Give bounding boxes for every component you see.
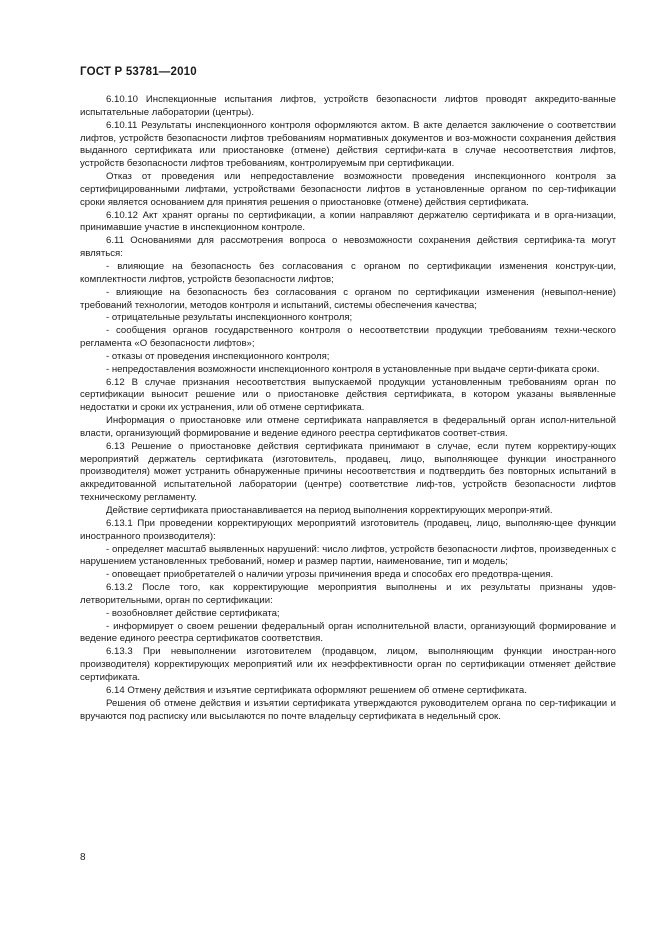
list-item: - оповещает приобретателей о наличии угрозы причинения вреда и способах его предотвра-щения. [106,569,554,581]
paragraph-information: Информация о приостановке или отмене сертификата направляется в федеральный орган испол-нительной власти, организующий формирование и ведение единого реестра сертификатов соответ-ствия. [80,415,616,439]
paragraph-decisions: Решения об отмене действия и изъятии сертификата утверждаются руководителем органа по сер-тификации и вручаются под расписку или высылаются по почте владельцу сертификата в недельный срок. [80,697,616,722]
document-header: ГОСТ Р 53781—2010 [80,66,197,78]
list-item: - отказы от проведения инспекционного контроля; [106,350,330,362]
list-item: - влияющие на безопасность без согласования с органом по сертификации изменения конструк-ции, комплектности лифтов, устройств безопасности лифтов; [80,260,616,285]
list-item: - определяет масштаб выявленных нарушений: число лифтов, устройств безопасности лифтов, произведенных с нарушением установленных требований, номер и размер партии, наименование, тип и модель; [80,543,616,568]
paragraph-6-12: 6.12 В случае признания несоответствия выпускаемой продукции установленным требованиям орган по сертификации выносит решение или о приостановке действия сертификата, в котором указаны выявленные недостатки и сроки их устранения, или об отмене сертификата. [80,376,616,414]
list-item: - влияющие на безопасность без согласования с органом по сертификации изменения (невыпол-нение) требований технологии, методов контроля и испытаний, системы обеспечения качества; [80,286,616,311]
page-number: 8 [80,852,86,863]
paragraph-6-13-2: 6.13.2 После того, как корректирующие мероприятия выполнены и их результаты признаны удов-летворительными, орган по сертификации: [80,582,616,606]
document-body [80,94,616,723]
list-item: - возобновляет действие сертификата; [106,607,280,619]
paragraph-6-14: 6.14 Отмену действия и изъятие сертификата оформляют решением об отмене сертификата. [106,684,527,696]
list-item: - отрицательные результаты инспекционного контроля; [106,312,353,324]
paragraph-6-11: 6.11 Основаниями для рассмотрения вопроса о невозможности сохранения действия сертифика-та могут являться: [80,235,616,260]
list-item: - информирует о своем решении федеральный орган исполнительной власти, организующий формирование и ведение единого реестра сертификатов соответствия. [80,620,616,645]
paragraph-6-10-11: 6.10.11 Результаты инспекционного контроля оформляются актом. В акте делается заключение о соответствии лифтов, устройств безопасности лифтов требованиям нормативных документов и воз-можности сохранения действия выданного сертификата или приостановке (отмене) действия сертифи-ката в случае несоответствия лифтов, устройств безопасности лифтов требованиям, контролируемым при сертификации. [80,119,616,170]
list-item: - непредоставления возможности инспекционного контроля в установленные при выдаче серти-фиката сроки. [106,363,600,375]
paragraph-refusal: Отказ от проведения или непредоставление возможности проведения инспекционного контроля за сертифицированными лифтами, устройствами безопасности лифтов в установленные органом по сер-тификации сроки является основанием для принятия решения о приостановке (отмене) действия сертификата. [80,171,616,208]
paragraph-6-13-3: 6.13.3 При невыполнении изготовителем (продавцом, лицом, выполняющим функции иностран-ного производителя) корректирующих мероприятий или их неэффективности орган по сертификации отменяет действие сертификата. [80,646,616,683]
paragraph-6-10-10: 6.10.10 Инспекционные испытания лифтов, устройств безопасности лифтов проводят аккредито-ванные испытательные лаборатории (центры). [80,94,616,118]
list-item: - сообщения органов государственного контроля о несоответствии продукции требованиям техни-ческого регламента «О безопасности лифтов»; [80,325,616,350]
paragraph-suspension: Действие сертификата приостанавливается на период выполнения корректирующих меропри-ятий. [106,505,553,516]
paragraph-6-10-12: 6.10.12 Акт хранят органы по сертификации, а копии направляют держателю сертификата и в орга-низации, принимавшие участие в инспекционном контроле. [80,209,616,234]
paragraph-6-13: 6.13 Решение о приостановке действия сертификата принимают в случае, если путем корректиру-ющих мероприятий держатель сертификата (изготовитель, продавец, лицо, выполняющее функции иностранного производителя) может устранить обнаруженные причины несоответствия и подтвердить без повторных испытаний в аккредитованной испытательной лаборатории (центре) соответствие лиф-тов, устройств безопасности лифтов техническому регламенту. [80,440,616,504]
paragraph-6-13-1: 6.13.1 При проведении корректирующих мероприятий изготовитель (продавец, лицо, выполняю-щее функции иностранного производителя): [80,517,616,542]
